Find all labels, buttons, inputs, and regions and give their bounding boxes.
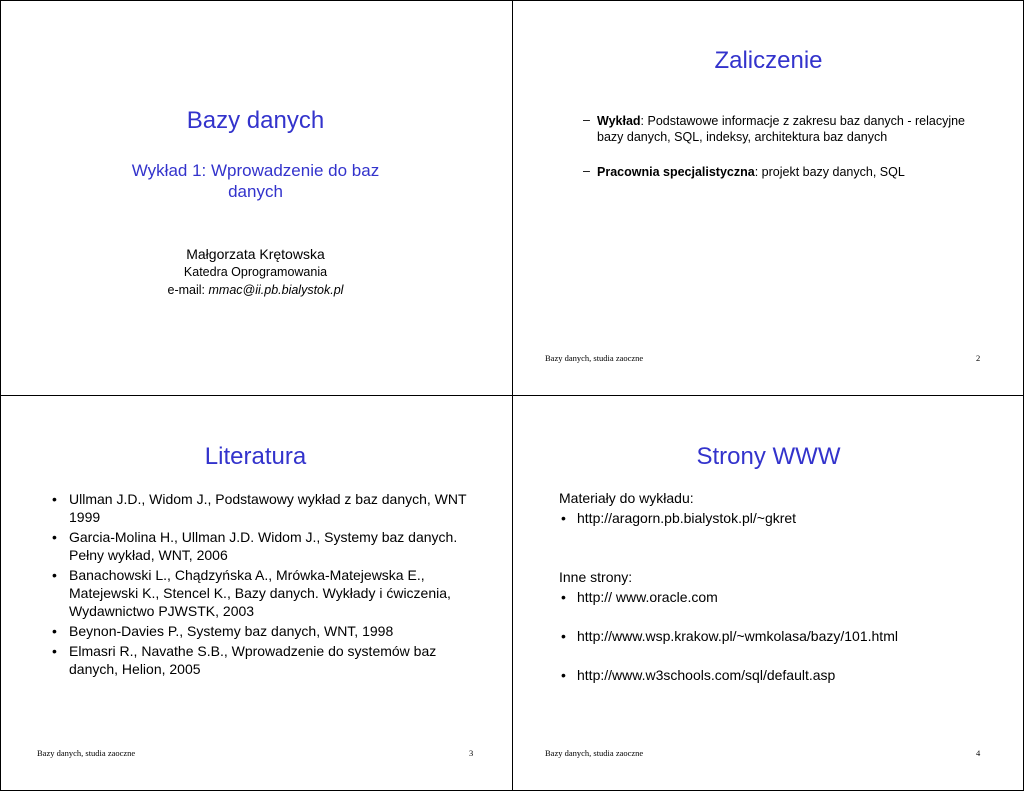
list-item (52, 622, 489, 640)
bullet: • (561, 628, 566, 644)
literature-4-line1: Beynon-Davies P., Systemy baz danych, WNT, 1998 (69, 623, 394, 639)
list-dash-1: – (583, 113, 590, 127)
lecture-text-line2: bazy danych, SQL, indeksy, architektura baz danych (597, 130, 888, 144)
materials-link[interactable]: http://aragorn.pb.bialystok.pl/~gkret (577, 510, 797, 526)
list-item-lecture (597, 113, 997, 145)
materials-label: Materiały do wykładu: (559, 490, 694, 506)
literature-5-line1: Elmasri R., Navathe S.B., Wprowadzenie do systemów baz (69, 643, 437, 659)
literature-1-line1: Ullman J.D., Widom J., Podstawowy wykład z baz danych, WNT (69, 491, 467, 507)
slide-1-title-text: Bazy danych (186, 107, 325, 134)
literature-3-line3: Wydawnictwo PJWSTK, 2003 (69, 603, 255, 619)
slide-4-title: Strony WWW (696, 443, 841, 470)
slide-2-zaliczenie (513, 0, 1024, 394)
bullet: • (52, 623, 57, 639)
bullet: • (52, 643, 57, 659)
literature-2-line2: Pełny wykład, WNT, 2006 (69, 547, 228, 563)
list-dash-2: – (583, 164, 590, 178)
email-label: e-mail: (167, 283, 209, 297)
page-number: 2 (976, 353, 981, 363)
lecture-label: Wykład (597, 114, 641, 128)
footer-left: Bazy danych, studia zaoczne (37, 748, 136, 758)
page-number: 4 (976, 748, 981, 758)
slide-1-title (0, 0, 511, 394)
link-wsp[interactable]: http://www.wsp.krakow.pl/~wmkolasa/bazy/101.html (577, 628, 898, 644)
literature-3-line2: Matejewski K., Stencel K., Bazy danych. Wykłady i ćwiczenia, (69, 585, 451, 601)
page-number: 3 (469, 748, 474, 758)
slide-1-subtitle-line1: Wykład 1: Wprowadzenie do baz (131, 161, 380, 180)
bullet: • (52, 567, 57, 583)
bullet: • (52, 529, 57, 545)
list-item (52, 490, 489, 526)
slide-2-title: Zaliczenie (714, 47, 823, 74)
bullet: • (561, 667, 566, 683)
footer-left: Bazy danych, studia zaoczne (545, 748, 644, 758)
email-address: mmac@ii.pb.bialystok.pl (208, 283, 344, 297)
list-item (52, 528, 489, 564)
slide-3-literatura (0, 396, 511, 790)
bullet: • (52, 491, 57, 507)
footer-left: Bazy danych, studia zaoczne (545, 353, 644, 363)
list-item-lab (597, 164, 905, 180)
literature-5-line2: danych, Helion, 2005 (69, 661, 201, 677)
bullet: • (561, 589, 566, 605)
literature-2-line1: Garcia-Molina H., Ullman J.D. Widom J., Systemy baz danych. (69, 529, 458, 545)
list-item (52, 642, 489, 678)
literature-1-line2: 1999 (69, 509, 101, 525)
slide-1-subtitle-line2: danych (228, 182, 283, 201)
list-item (52, 566, 489, 620)
lab-label: Pracownia specjalistyczna (597, 165, 755, 179)
bullet: • (561, 510, 566, 526)
email-line (0, 283, 511, 297)
link-oracle[interactable]: http:// www.oracle.com (577, 589, 718, 605)
other-label: Inne strony: (559, 569, 633, 585)
department: Katedra Oprogramowania (183, 265, 328, 279)
literature-3-line1: Banachowski L., Chądzyńska A., Mrówka-Matejewska E., (69, 567, 425, 583)
lab-text: : projekt bazy danych, SQL (754, 165, 905, 179)
link-w3schools[interactable]: http://www.w3schools.com/sql/default.asp (577, 667, 836, 683)
slide-3-title: Literatura (204, 443, 307, 470)
author-name: Małgorzata Krętowska (186, 246, 325, 262)
lecture-text-line1: : Podstawowe informacje z zakresu baz danych - relacyjne (640, 114, 966, 128)
slide-4-strony-www (513, 396, 1024, 790)
literature-list (52, 490, 489, 678)
